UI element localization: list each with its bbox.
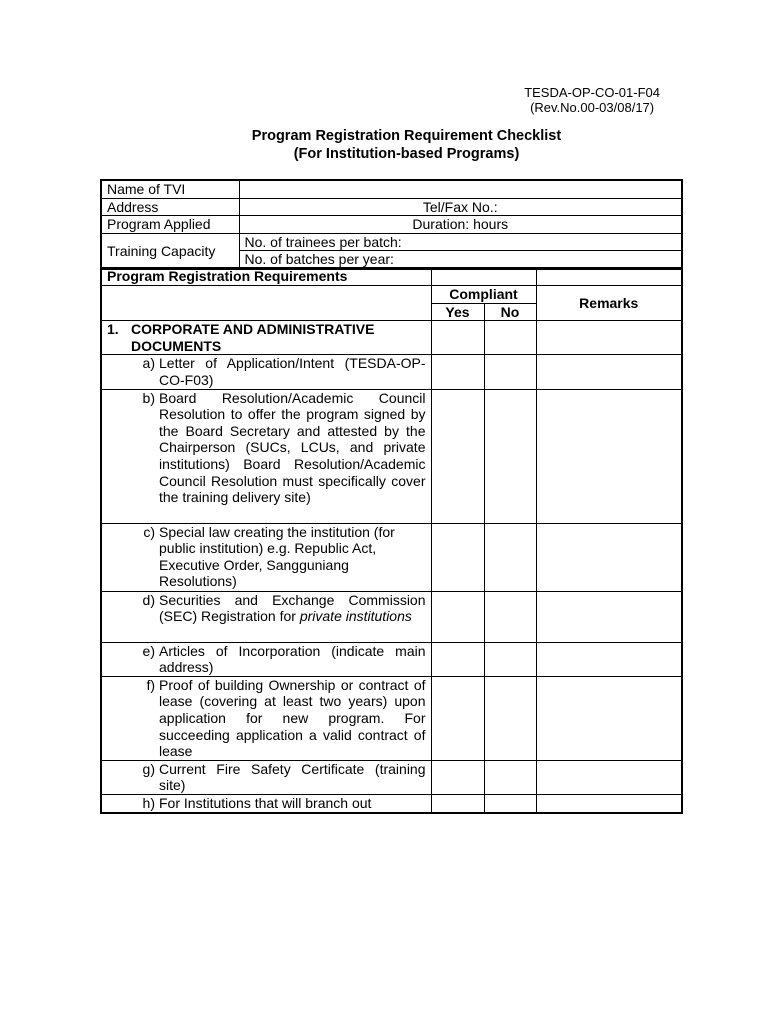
yes-checkbox-cell[interactable] [431,794,484,812]
item-label: e) [142,642,155,659]
no-header: No [484,303,536,321]
yes-checkbox-cell[interactable] [431,389,484,523]
title-line-2: (For Institution-based Programs) [293,146,520,162]
item-label: g) [142,760,155,777]
no-checkbox-cell[interactable] [484,355,536,389]
title-line-1: Program Registration Requirement Checklist [251,128,562,144]
yes-checkbox-cell[interactable] [431,676,484,760]
requirement-item [101,523,431,591]
section-1-heading [101,321,431,355]
remarks-cell[interactable] [536,523,682,591]
telfax-label: Tel/Fax No.: [239,198,682,216]
name-of-tvi-value [239,180,682,198]
duration-label: Duration: hours [239,216,682,234]
program-applied-label: Program Applied [101,216,239,234]
no-checkbox-cell[interactable] [484,676,536,760]
item-text-main: Securities and Exchange Commission (SEC) Registration for [159,591,426,625]
yes-header: Yes [431,303,484,321]
remarks-cell[interactable] [536,321,682,355]
batches-per-year-label: No. of batches per year: [239,251,682,269]
requirement-item [101,642,431,676]
requirement-item [101,591,431,642]
form-code: TESDA-OP-CO-01-F04 [524,85,660,100]
section-number: 1. [107,321,119,338]
requirement-item [101,389,431,523]
address-label: Address [101,198,239,216]
item-text: Articles of Incorporation (indicate main address) [159,642,426,676]
item-label: c) [143,523,155,540]
document-title [0,127,768,163]
item-label: b) [142,389,155,406]
trainees-per-batch-label: No. of trainees per batch: [239,233,682,251]
remarks-cell[interactable] [536,642,682,676]
no-checkbox-cell[interactable] [484,321,536,355]
no-checkbox-cell[interactable] [484,523,536,591]
yes-checkbox-cell[interactable] [431,321,484,355]
item-text: Letter of Application/Intent (TESDA-OP-CO-F03) [159,355,426,388]
item-text: Special law creating the institution (for public institution) e.g. Republic Act, Executive Order, Sangguniang Resolutions) [159,523,395,590]
requirements-checklist-table [100,267,683,814]
institution-info-table [100,179,683,270]
remarks-cell[interactable] [536,591,682,642]
remarks-cell[interactable] [536,760,682,794]
requirement-item [101,760,431,794]
item-label: a) [142,355,155,372]
remarks-cell[interactable] [536,389,682,523]
item-text [159,592,426,625]
item-label: f) [146,676,155,693]
item-text: Current Fire Safety Certificate (training site) [159,760,426,794]
item-text-italic: private institutions [299,608,412,625]
item-text: Proof of building Ownership or contract of lease (covering at least two years) upon application for new program. For succeeding application a valid contract of lease [159,676,426,760]
item-label: h) [142,794,155,811]
no-checkbox-cell[interactable] [484,760,536,794]
item-text: For Institutions that will branch out [159,794,372,811]
remarks-cell[interactable] [536,676,682,760]
yes-checkbox-cell[interactable] [431,642,484,676]
requirement-item [101,794,431,812]
no-checkbox-cell[interactable] [484,642,536,676]
no-checkbox-cell[interactable] [484,389,536,523]
remarks-cell[interactable] [536,794,682,812]
remarks-header: Remarks [536,286,682,321]
section-title: CORPORATE AND ADMINISTRATIVE DOCUMENTS [131,321,375,354]
yes-checkbox-cell[interactable] [431,760,484,794]
no-checkbox-cell[interactable] [484,591,536,642]
requirement-item [101,355,431,389]
remarks-cell[interactable] [536,355,682,389]
requirements-header: Program Registration Requirements [101,268,431,286]
training-capacity-label: Training Capacity [101,233,239,269]
compliant-header: Compliant [431,286,536,304]
yes-checkbox-cell[interactable] [431,355,484,389]
item-label: d) [142,591,155,608]
revision-number: (Rev.No.00-03/08/17) [530,100,655,115]
requirement-item [101,676,431,760]
no-checkbox-cell[interactable] [484,794,536,812]
name-of-tvi-label: Name of TVI [101,180,239,198]
yes-checkbox-cell[interactable] [431,591,484,642]
form-code-block [524,85,660,115]
item-text: Board Resolution/Academic Council Resolution to offer the program signed by the Board Secretary and attested by the Chairperson (SUCs, LCUs, and private institutions) Board Resolution/Academic Council Resolution must specifically cover the training delivery site) [159,389,426,506]
yes-checkbox-cell[interactable] [431,523,484,591]
